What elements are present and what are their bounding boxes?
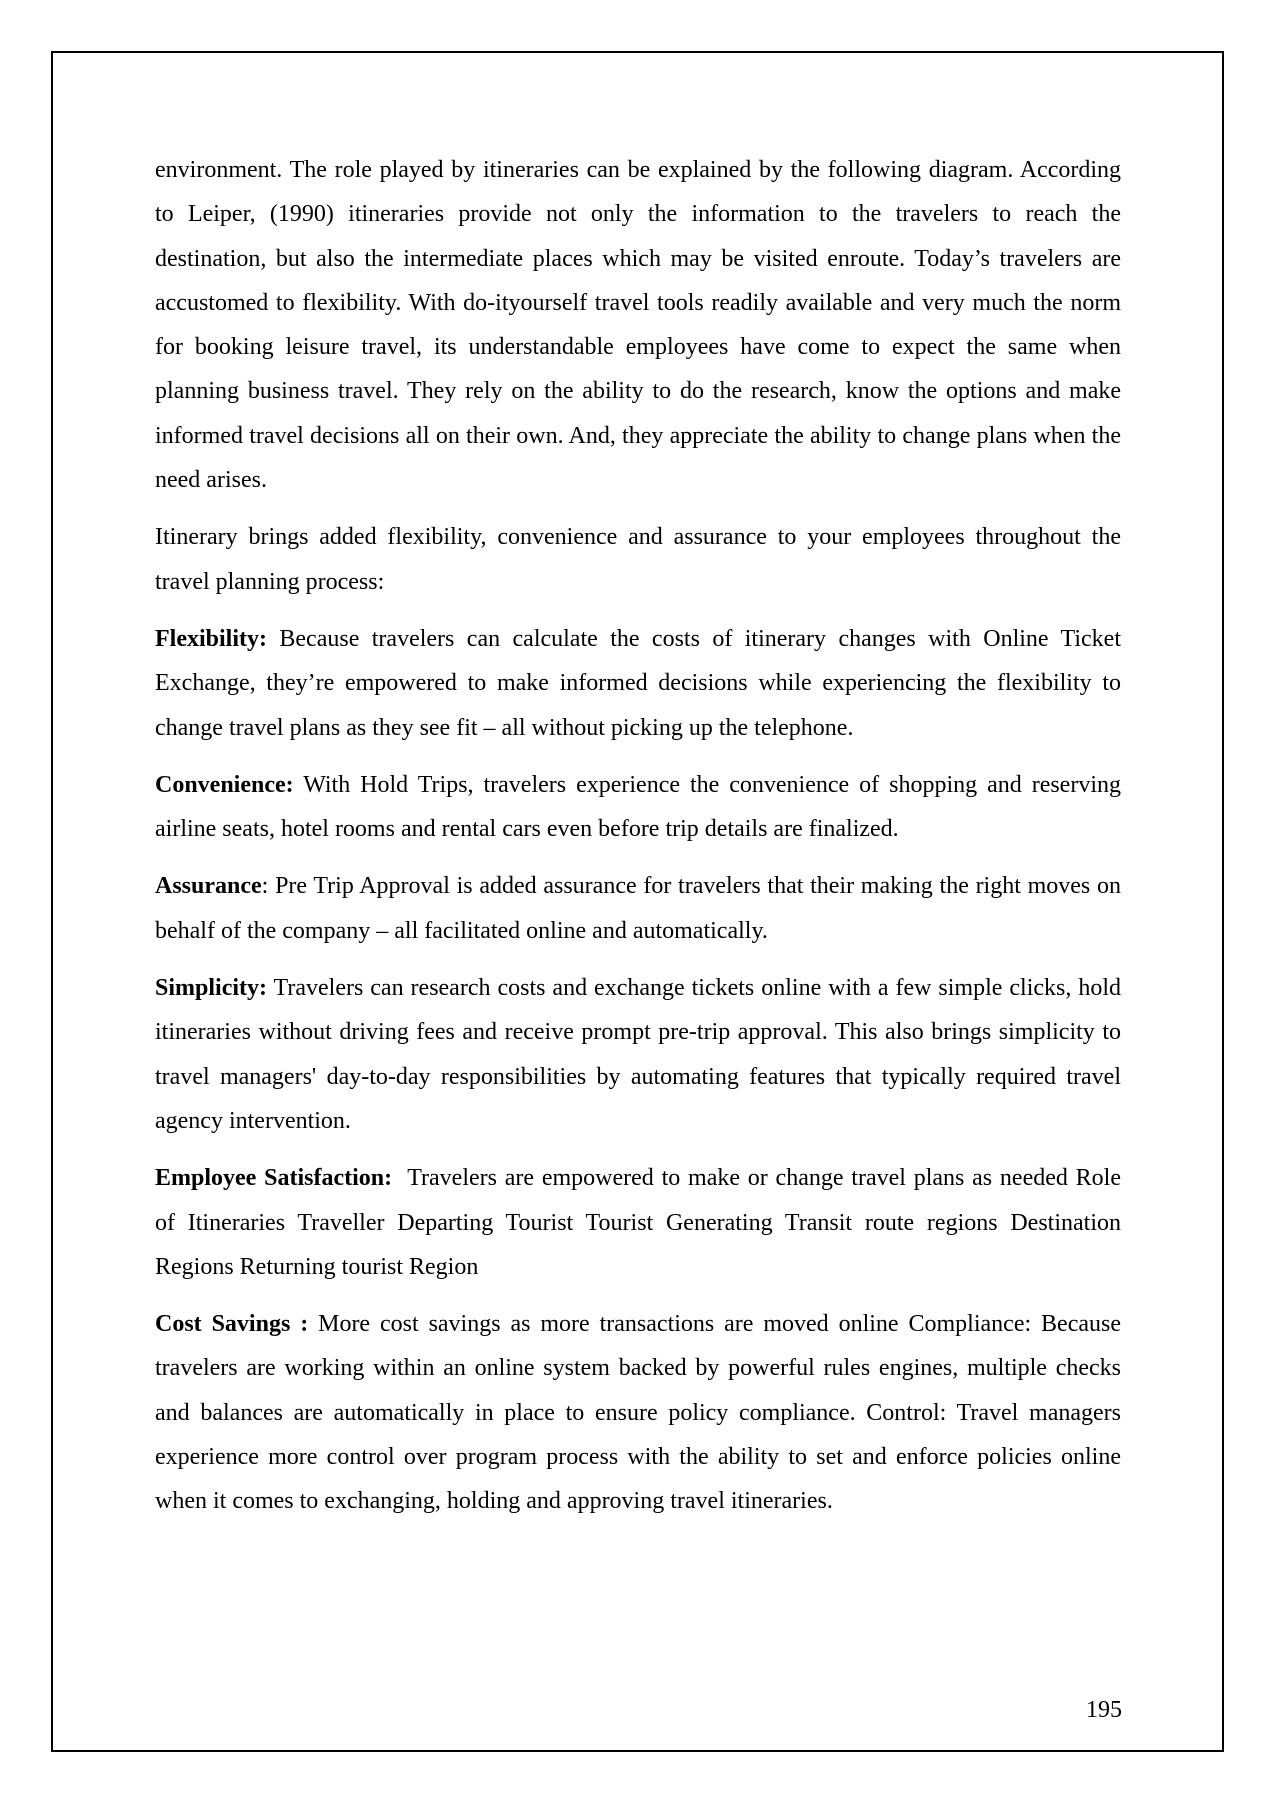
convenience-text: With Hold Trips, travelers experience the convenience of shopping and reserving airline seats, hotel rooms and rental cars even before trip details are finalized. (155, 771, 1121, 843)
paragraph-flexibility (155, 617, 1121, 750)
paragraph-cost-savings (155, 1302, 1121, 1523)
employee-satisfaction-heading: Employee Satisfaction: (155, 1165, 393, 1192)
convenience-heading: Convenience: (155, 771, 294, 798)
cost-savings-text: More cost savings as more transactions are moved online Compliance: Because travelers are working within an online system backed by powerful rules engines, multiple checks and balances are automatically in place to ensure policy compliance. Control: Travel managers experience more control over program process with the ability to set and enforce policies online when it comes to exchanging, holding and approving travel itineraries. (155, 1311, 1122, 1515)
page-number: 195 (1086, 1697, 1122, 1723)
simplicity-text: Travelers can research costs and exchange tickets online with a few simple clicks, hold itineraries without driving fees and receive prompt pre-trip approval. This also brings simplicity to travel managers' day-to-day responsibilities by automating features that typically required travel agency intervention. (155, 975, 1121, 1134)
assurance-heading: Assurance (155, 873, 262, 900)
paragraph-itinerary-benefits (155, 515, 1121, 604)
flexibility-text: Because travelers can calculate the costs of itinerary changes with Online Ticket Exchange, they’re empowered to make informed decisions while experiencing the flexibility to change travel plans as they see fit – all without picking up the telephone. (155, 625, 1121, 741)
simplicity-heading: Simplicity: (155, 975, 267, 1002)
paragraph-intro-text: environment. The role played by itineraries can be explained by the following diagram. According to Leiper, (1990) itineraries provide not only the information to the travelers to reach the destination, but also the intermediate places which may be visited enroute. Today’s travelers are accustomed to flexibility. With do-ityourself travel tools readily available and very much the norm for booking leisure travel, its understandable employees have come to expect the same when planning business travel. They rely on the ability to do the research, know the options and make informed travel decisions all on their own. And, they appreciate the ability to change plans when the need arises. (155, 157, 1121, 494)
assurance-text: : Pre Trip Approval is added assurance for travelers that their making the right moves on behalf of the company – all facilitated online and automatically. (155, 873, 1121, 944)
flexibility-heading: Flexibility: (155, 625, 267, 652)
paragraph-convenience (155, 763, 1121, 852)
paragraph-itinerary-benefits-text: Itinerary brings added flexibility, convenience and assurance to your employees throughout the travel planning process: (155, 524, 1121, 595)
cost-savings-heading: Cost Savings : (155, 1311, 309, 1338)
document-body (155, 148, 1127, 1537)
paragraph-simplicity (155, 966, 1121, 1143)
paragraph-employee-satisfaction (155, 1156, 1127, 1289)
employee-satisfaction-text: Travelers are empowered to make or change travel plans as needed Role of Itineraries Traveller Departing Tourist Tourist Generating Transit route regions Destination Regions Returning tourist Region (155, 1165, 1127, 1280)
paragraph-assurance (155, 864, 1121, 953)
paragraph-intro (155, 148, 1121, 502)
